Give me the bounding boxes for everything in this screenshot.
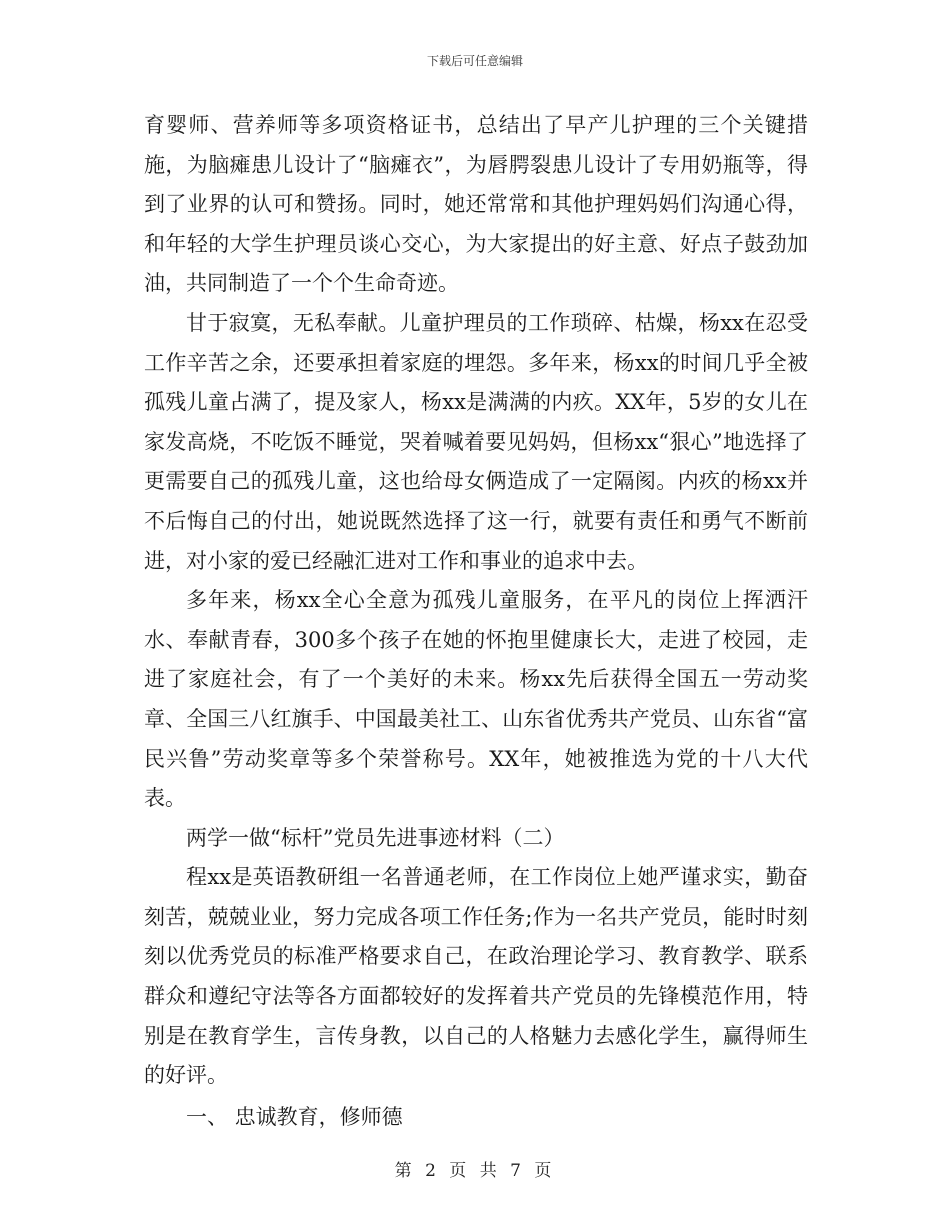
subsection-heading: 一、 忠诚教育，修师德 xyxy=(186,1104,403,1129)
document-body xyxy=(144,106,808,1137)
page-footer: 第 2 页 共 7 页 xyxy=(394,1161,556,1181)
paragraph-teacher-intro: 程xx是英语教研组一名普通老师，在工作岗位上她严谨求实，勤奋刻苦，兢兢业业，努力完成各项工作任务;作为一名共产党员，能时时刻刻以优秀党员的标准严格要求自己，在政治理论学习、教育教学、联系群众和遵纪守法等各方面都较好的发挥着共产党员的先锋模范作用，特别是在教育学生，言传身教，以自己的人格魅力去感化学生，赢得师生的好评。 xyxy=(144,865,808,1088)
page-header: 下载后可任意编辑 xyxy=(426,54,523,68)
paragraph-achievements: 多年来，杨xx全心全意为孤残儿童服务，在平凡的岗位上挥洒汗水、奉献青春，300多个孩子在她的怀抱里健康长大，走进了校园，走进了家庭社会，有了一个美好的未来。杨xx先后获得全国五一劳动奖章、全国三八红旗手、中国最美社工、山东省优秀共产党员、山东省“富民兴鲁”劳动奖章等多个荣誉称号。XX年，她被推选为党的十八大代表。 xyxy=(144,588,808,811)
paragraph-dedication: 甘于寂寞，无私奉献。儿童护理员的工作琐碎、枯燥，杨xx在忍受工作辛苦之余，还要承担着家庭的埋怨。多年来，杨xx的时间几乎全被孤残儿童占满了，提及家人，杨xx是满满的内疚。XX年，5岁的女儿在家发高烧，不吃饭不睡觉，哭着喊着要见妈妈，但杨xx“狠心”地选择了更需要自己的孤残儿童，这也给母女俩造成了一定隔阂。内疚的杨xx并不后悔自己的付出，她说既然选择了这一行，就要有责任和勇气不断前进，对小家的爱已经融汇进对工作和事业的追求中去。 xyxy=(144,310,808,573)
paragraph-continuation: 育婴师、营养师等多项资格证书，总结出了早产儿护理的三个关键措施，为脑瘫患儿设计了“脑瘫衣”，为唇腭裂患儿设计了专用奶瓶等，得到了业界的认可和赞扬。同时，她还常常和其他护理妈妈们沟通心得，和年轻的大学生护理员谈心交心，为大家提出的好主意、好点子鼓劲加油，共同制造了一个个生命奇迹。 xyxy=(144,113,808,296)
section-title: 两学一做“标杆”党员先进事迹材料（二） xyxy=(186,825,565,850)
